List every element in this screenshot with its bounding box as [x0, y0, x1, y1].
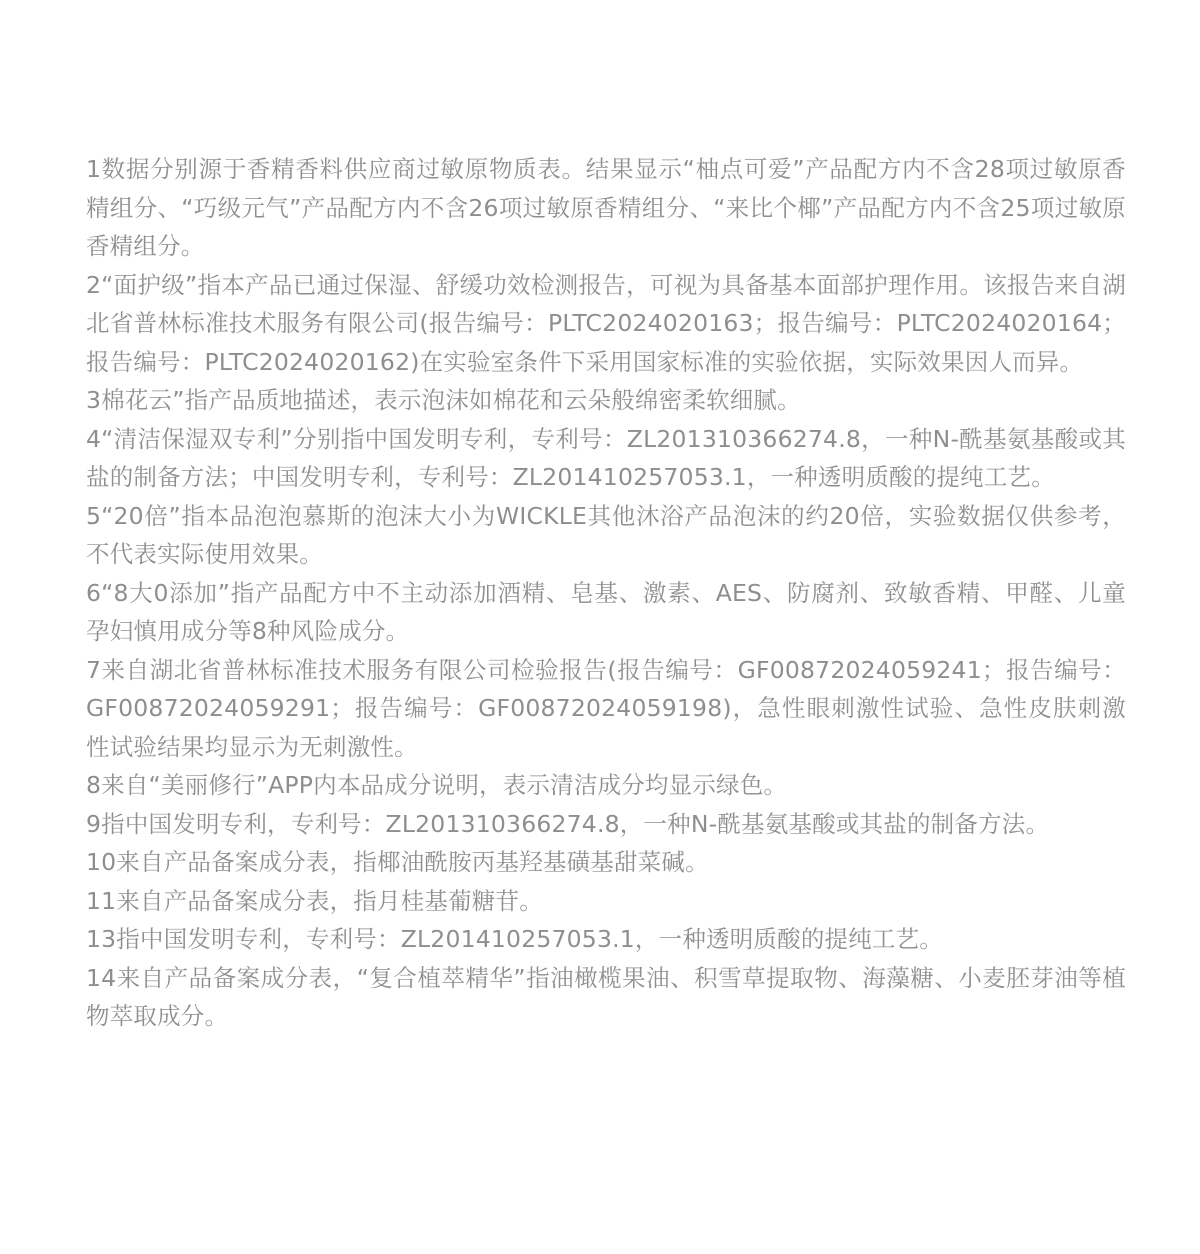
footnote-14: 14来自产品备案成分表，“复合植萃精华”指油橄榄果油、积雪草提取物、海藻糖、小麦胚芽油等植物萃取成分。 — [86, 963, 1126, 1030]
footnotes-list — [86, 150, 1126, 1036]
footnote-2: 2“面护级”指本产品已通过保湿、舒缓功效检测报告，可视为具备基本面部护理作用。该报告来自湖北省普林标准技术服务有限公司(报告编号：PLTC2024020163；报告编号：PLTC2024020164；报告编号：PLTC2024020162)在实验室条件下采用国家标准的实验依据，实际效果因人而异。 — [86, 270, 1126, 376]
footnote-7: 7来自湖北省普林标准技术服务有限公司检验报告(报告编号：GF00872024059241；报告编号：GF00872024059291；报告编号：GF00872024059198)，急性眼刺激性试验、急性皮肤刺激性试验结果均显示为无刺激性。 — [86, 655, 1126, 761]
footnote-3: 3棉花云”指产品质地描述，表示泡沫如棉花和云朵般绵密柔软细腻。 — [86, 386, 801, 414]
footnote-11: 11来自产品备案成分表，指月桂基葡糖苷。 — [86, 886, 543, 915]
footnote-10: 10来自产品备案成分表，指椰油酰胺丙基羟基磺基甜菜碱。 — [86, 848, 709, 876]
footnote-13: 13指中国发明专利，专利号：ZL201410257053.1，一种透明质酸的提纯工艺。 — [86, 925, 944, 953]
footnote-5: 5“20倍”指本品泡泡慕斯的泡沫大小为WICKLE其他沐浴产品泡沫的约20倍，实验数据仅供参考，不代表实际使用效果。 — [86, 501, 1126, 568]
footnote-1: 1数据分别源于香精香料供应商过敏原物质表。结果显示“柚点可爱”产品配方内不含28项过敏原香精组分、“巧级元气”产品配方内不含26项过敏原香精组分、“来比个椰”产品配方内不含25项过敏原香精组分。 — [86, 155, 1126, 260]
footnote-8: 8来自“美丽修行”APP内本品成分说明，表示清洁成分均显示绿色。 — [86, 771, 788, 799]
footnote-4: 4“清洁保湿双专利”分别指中国发明专利，专利号：ZL201310366274.8，一种N-酰基氨基酸或其盐的制备方法；中国发明专利，专利号：ZL201410257053.1，一种透明质酸的提纯工艺。 — [86, 424, 1126, 491]
footnote-6: 6“8大0添加”指产品配方中不主动添加酒精、皂基、激素、AES、防腐剂、致敏香精、甲醛、儿童孕妇慎用成分等8种风险成分。 — [86, 578, 1126, 645]
footnote-9: 9指中国发明专利，专利号：ZL201310366274.8，一种N-酰基氨基酸或其盐的制备方法。 — [86, 809, 1050, 838]
